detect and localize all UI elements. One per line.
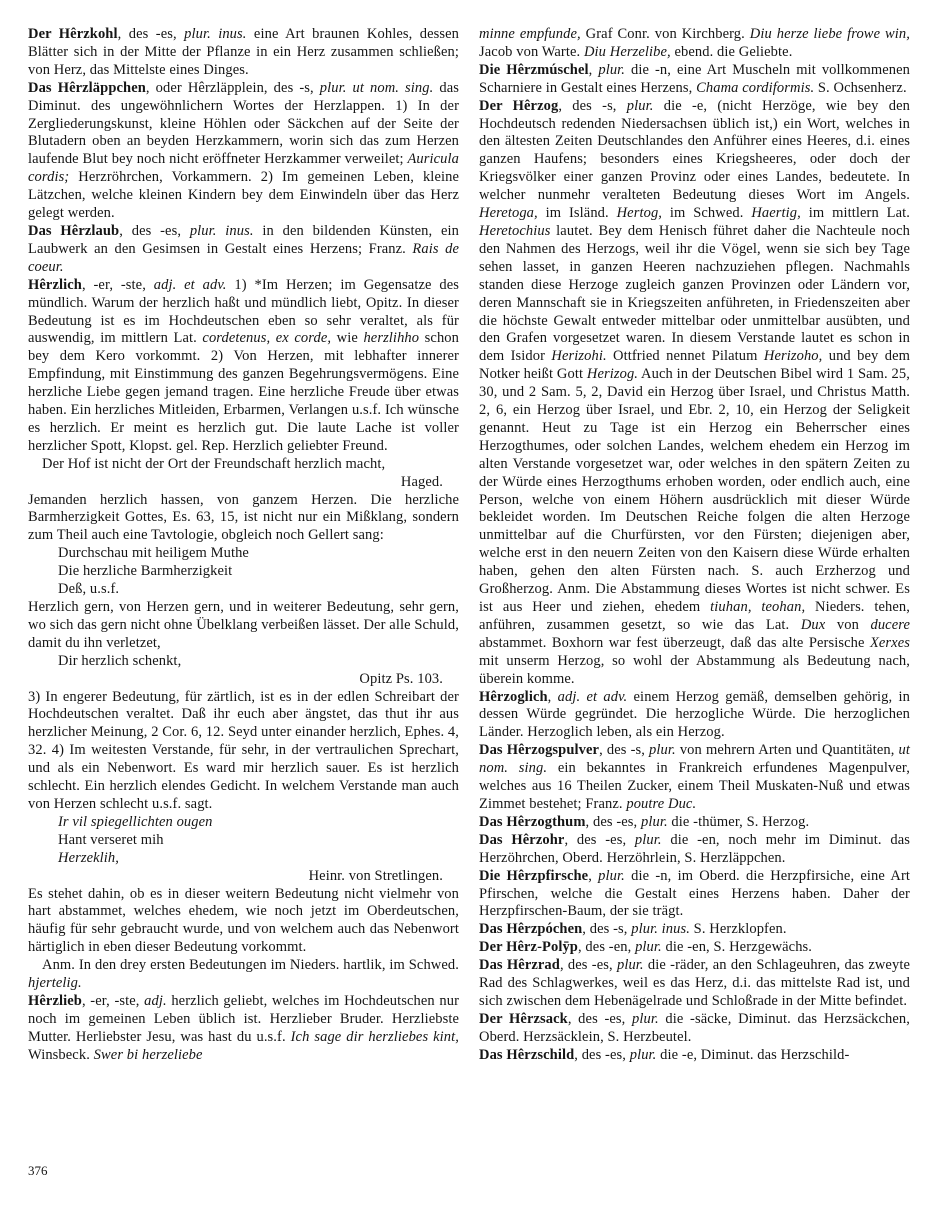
text-run: plur. <box>640 813 668 830</box>
paragraph <box>28 886 459 958</box>
dictionary-entry <box>28 80 459 223</box>
text-run: plur. ut nom. sing. <box>319 79 434 96</box>
text-run: Anm. In den drey ersten Bedeutungen im Nieders. hartlik, im Schwed. <box>42 957 459 974</box>
paragraph <box>28 581 459 599</box>
headword: Das Hêrzlaub <box>28 222 120 239</box>
text-run: Durchschau mit heiligem Muthe <box>58 545 249 562</box>
text-run: plur. inus. <box>631 921 690 938</box>
text-run: Haertig, <box>751 205 801 222</box>
paragraph <box>28 545 459 563</box>
text-run: Heinr. von Stretlingen. <box>308 867 443 884</box>
headword: Hêrzlich <box>28 276 82 293</box>
text-run: plur. <box>632 1010 659 1027</box>
text-run: plur. <box>635 939 662 956</box>
text-run: 1) *Im Herzen; im Gegensatze des mündlich. Warum der herzlich haßt und mündlich liebt, Opitz. In dieser Bedeutung ist es im Hochdeutschen eben so sehr veraltet, als für auswendig, im mittlern Lat. <box>28 276 459 347</box>
text-run: Herizohi. <box>551 348 607 365</box>
text-run: , oder Hêrzläpplein, des -s, <box>145 79 320 96</box>
text-run: Diu Herzelibe, <box>583 43 671 60</box>
text-run: Winsbeck. <box>28 1046 94 1063</box>
text-run: Heretochius <box>479 222 551 239</box>
text-run: Dir herzlich schenkt, <box>58 652 182 669</box>
paragraph <box>28 689 459 814</box>
text-run: das Diminut. des ungewöhnlichern Wortes der Herzlappen. 1) In der Zergliederungskunst, kleine Höhlen oder Säckchen auf der Seite der Blutadern oben an beyden Herzkammern, worin sich das zum Herzen laufende Blut bey noch nicht eröffneter Herzkammer verweilet; <box>28 79 459 168</box>
headword: Der Hêrzkohl <box>28 26 118 42</box>
paragraph <box>479 26 910 62</box>
text-run: adj. et adv. <box>153 276 227 293</box>
text-run: , des -s, <box>558 97 627 114</box>
text-run: im mittlern Lat. <box>800 205 910 222</box>
text-run: Rais de coeur. <box>28 240 459 275</box>
text-run: Hertog, <box>616 205 663 222</box>
paragraph <box>28 474 459 492</box>
text-run: Es stehet dahin, ob es in dieser weitern Bedeutung nicht vielmehr von hart abstammet, welches ehedem, wie noch jetzt im Oberdeutschen, häufig für sehr gebraucht wurde, und von welchem auch das Nebenwort härtiglich in eben dieser Bedeutung vorkommt. <box>28 885 459 956</box>
text-run: plur. inus. <box>184 26 247 42</box>
text-run: tiuhan, teohan, <box>710 599 806 615</box>
text-run: die -e, Diminut. das Herzschild- <box>656 1046 850 1063</box>
paragraph <box>28 653 459 671</box>
text-run: Deß, u.s.f. <box>58 581 120 598</box>
text-run: die -en, S. Herzgewächs. <box>661 939 813 956</box>
dictionary-entry <box>479 868 910 922</box>
text-run: einem Herzog gemäß, demselben gehörig, in dessen Würde gegründet. Die herzogliche Würde. Die herzoglichen Länder. Herzoglich leben, als ein Herzog. <box>479 688 910 741</box>
text-run: Swer bi herzeliebe <box>93 1046 203 1063</box>
text-run: Auricula cordis; <box>28 151 459 186</box>
text-run: plur. <box>598 867 625 884</box>
text-run: , <box>547 688 558 705</box>
headword: Das Hêrzohr <box>479 831 565 848</box>
text-run: die -e, (nicht Herzöge, wie bey den Hochdeutsch redenden Niedersachsen üblich ist,) ein Wort, welches in den ältesten Zeiten Deutschlandes den Anführer eines Heeres, d.i. eines ganzen Haufens; besonders eines Kriegsheeres, oder doch der Kriegsvölker einer ganzen Provinz oder eines Landes, bedeutete. In welcher nunmehr veralteten Bedeutung dieses Wort im Angels. <box>479 97 910 204</box>
paragraph <box>28 671 459 689</box>
paragraph <box>28 492 459 546</box>
text-run: plur. inus. <box>189 222 254 239</box>
text-run: ducere <box>870 616 910 633</box>
text-run: Xerxes <box>869 634 910 651</box>
headword: Die Hêrzmúschel <box>479 61 589 78</box>
text-run: Herzeklih, <box>58 849 119 866</box>
text-run: , des -es, <box>119 222 190 239</box>
dictionary-entry <box>479 921 910 939</box>
headword: Das Hêrzogspulver <box>479 742 600 759</box>
text-run: plur. <box>629 1046 657 1063</box>
text-run: Graf Conr. von Kirchberg. <box>580 26 750 42</box>
text-run: im Schwed. <box>662 205 752 222</box>
text-run: im Isländ. <box>537 205 617 222</box>
text-run: adj. et adv. <box>557 688 628 705</box>
text-run: herzlihho <box>363 330 420 347</box>
text-run: Der Hof ist nicht der Ort der Freundschaft herzlich macht, <box>42 455 386 472</box>
text-run: , <box>588 867 599 884</box>
text-run: die -säcke, Diminut. das Herzsäckchen, Oberd. Herzsäcklein, S. Herzbeutel. <box>479 1010 910 1045</box>
text-run: Diu herze liebe frowe win, <box>749 26 910 42</box>
headword: Der Hêrz-Polȳp <box>479 939 578 956</box>
text-run: Herzröhrchen, Vorkammern. 2) Im gemeinen Leben, kleine Lätzchen, welche kleinen Kindern bey dem Einwindeln über das Herz gelegt werden. <box>28 169 459 222</box>
text-run: , -er, -ste, <box>81 992 145 1009</box>
text-columns <box>28 26 910 1065</box>
text-run: wie <box>331 330 364 347</box>
text-run: eine Art braunen Kohles, dessen Blätter sich in der Mitte der Pflanze in ein Herz zusammen schließen; von Herz, das Mittelste eines Dinges. <box>28 26 459 78</box>
text-run: plur. <box>634 831 662 848</box>
text-run: hjertelig. <box>28 975 82 992</box>
text-run: Nieders. tehen, anführen, zusammen gesetzt, so wie das Lat. <box>479 599 910 633</box>
paragraph <box>28 456 459 474</box>
text-run: in den bildenden Künsten, ein Laubwerk an den Gesimsen in Gestalt eines Herzens; Franz. <box>28 222 459 257</box>
text-run: Die herzliche Barmherzigkeit <box>58 563 233 580</box>
dictionary-entry <box>28 277 459 456</box>
text-run: , des -s, <box>599 742 650 759</box>
text-run: Dux <box>800 616 826 633</box>
headword: Das Hêrzläppchen <box>28 79 146 96</box>
text-run: , des -es, <box>559 957 617 974</box>
text-run: ein bekanntes in Frankreich erfundenes Magenpulver, welches aus 16 Theilen Zucker, einem Theil Muskaten-Nuß und etwas Zimmet bestehet; Franz. <box>479 760 910 812</box>
text-run: Heretoga, <box>479 205 538 222</box>
text-run: , <box>588 61 599 78</box>
paragraph <box>28 814 459 832</box>
paragraph <box>28 868 459 886</box>
text-run: , des -es, <box>117 26 185 42</box>
text-run: Ottfried nennet Pilatum <box>606 348 764 365</box>
text-run: herzlich geliebt, welches im Hochdeutschen nur noch im gemeinen Leben üblich ist. Herzlieber Bruder. Herzliebste Mutter. Herliebster Jesu, was hast du u.s.f. <box>28 992 460 1045</box>
text-run: die -räder, an den Schlageuhren, das zweyte Rad des Schlagwerkes, weil es das Herz, d.i. das mittelste Rad ist, und sich zwischen dem Hebenägelrade und Schloßrade in der Mitte befindet. <box>479 957 910 1009</box>
dictionary-entry <box>479 957 910 1011</box>
text-run: Opitz Ps. 103. <box>359 670 443 687</box>
text-run: Auch in der Deutschen Bibel wird 1 Sam. 25, 30, und 2 Sam. 5, 2, David ein Herzog über Israel, und Christus Matth. 2, 6, ein Herzog über Israel, und Ebr. 2, 10, ein Herzog der Seligkeit genannt. Heut zu Tage ist ein Herzog ein Beherrscher eines Herzogthumes, oder solchen Landes, welchem ehedem ein Herzog im alten Verstande vorgesetzet war, oder welches in den spätern Zeiten zu der Würde eines Herzogthums erhoben worden, oder endlich auch, eine Person, welche von einem Höhern ausdrücklich mit dieser Würde bekleidet worden. Im Deutschen Reiche folgen die alten Herzoge unmittelbar auf die Churfürsten, vor den Fürsten; diejenigen aber, welche erst in den neuern Zeiten von den Kaisern diese Würde erhalten haben, gehen den alten Fürsten nach. S. auch Erzherzog und Großherzog. Anm. Die Abstammung dieses Wortes ist nicht schwer. Es ist aus Heer und ziehen, ehedem <box>479 366 910 615</box>
paragraph <box>28 850 459 868</box>
text-run: plur. <box>598 61 626 78</box>
dictionary-entry <box>479 814 910 832</box>
dictionary-entry <box>479 689 910 743</box>
text-run: und bey dem Notker heißt Gott <box>479 348 910 383</box>
headword: Das Hêrzpóchen <box>479 921 583 938</box>
text-run: plur. <box>626 97 654 114</box>
text-run: , des -es, <box>567 1010 633 1027</box>
text-run: Haged. <box>400 473 443 490</box>
text-run: S. Ochsenherz. <box>814 79 907 96</box>
text-run: Herizog. <box>586 366 639 383</box>
text-run: , des -es, <box>574 1046 630 1063</box>
text-run: abstammet. Boxhorn war fest überzeugt, daß das alte Persische <box>479 634 870 651</box>
text-run: , des -s, <box>582 921 632 938</box>
text-run: lautet. Bey dem Henisch führet daher die Nachteule noch den Nahmen des Herzogs, weil ihr die Vögel, wenn sie sich bey Tage sehen lasset, in ganzen Heeren nachzuziehen pflegen. Nachmahls standen diese Herzoge zugleich ganzen Provinzen oder Ländern vor, deren Mannschaft sie in Kriegszeiten anführeten, in Friedenszeiten aber die höchste Gewalt entweder mittelbar oder unmittelbar ausübten, und den Grafen vorgesetzet waren. In diesem Verstande lautet es schon in dem Isidor <box>479 222 910 365</box>
left-column <box>28 26 459 1065</box>
text-run: S. Herzklopfen. <box>689 921 787 938</box>
text-run: von mehrern Arten und Quantitäten, <box>675 742 899 759</box>
text-run: , des -es, <box>585 813 641 830</box>
paragraph <box>28 957 459 993</box>
dictionary-entry <box>479 62 910 98</box>
text-run: die -en, noch mehr im Diminut. das Herzöhrchen, Oberd. Herzöhrlein, S. Herzläppchen. <box>479 831 910 866</box>
headword: Hêrzlieb <box>28 992 82 1009</box>
dictionary-entry <box>479 742 910 814</box>
text-run: die -n, im Oberd. die Herzpfirsiche, eine Art Pfirschen, welche die Gestalt eines Herzens haben. Daher der Herzpfirschen-Baum, der sie trägt. <box>479 867 911 920</box>
text-run: Jemanden herzlich hassen, von ganzem Herzen. Die herzliche Barmherzigkeit Gottes, Es. 63, 15, ist nicht nur ein Mißklang, sondern zum Theil auch eine Tavtologie, obgleich noch Gellert sang: <box>28 491 459 544</box>
headword: Der Hêrzog <box>479 97 559 114</box>
text-run: ut nom. sing. <box>479 742 910 777</box>
headword: Das Hêrzogthum <box>479 813 586 830</box>
text-run: minne empfunde, <box>479 26 581 42</box>
text-run: , des -es, <box>564 831 635 848</box>
dictionary-entry <box>479 1047 910 1065</box>
dictionary-entry <box>479 939 910 957</box>
text-run: 3) In engerer Bedeutung, für zärtlich, ist es in der edlen Schreibart der Hochdeutschen veraltet. Daß ihr euch aber ängstet, das thut ihr aus herzlicher Meinung, 2 Cor. 6, 12. Seyd unter einander herzlich, Ephes. 4, 32. 4) Im weitesten Verstande, für sehr, in der vertraulichen Sprechart, und als ein Nebenwort. Es ward mir herzlich sauer. Es ist herzlich schlecht. Ein herzlich elendes Gedicht. In welchem Verstande man auch von Herzen schlecht u.s.f. sagt. <box>28 688 459 812</box>
text-run: Ir vil spiegellichten ougen <box>58 813 213 830</box>
paragraph <box>28 563 459 581</box>
text-run: Ich sage dir herzliebes kint, <box>290 1028 459 1045</box>
dictionary-entry <box>28 26 459 80</box>
headword: Hêrzoglich <box>479 688 548 705</box>
page-number: 376 <box>28 1163 48 1178</box>
text-run: adj. <box>144 992 167 1009</box>
text-run: Chama cordiformis. <box>696 79 815 96</box>
dictionary-entry <box>479 98 910 689</box>
headword: Das Hêrzrad <box>479 957 560 974</box>
text-run: cordetenus, ex corde, <box>202 330 332 347</box>
dictionary-entry <box>479 1011 910 1047</box>
dictionary-entry <box>479 832 910 868</box>
text-run: plur. <box>649 742 676 759</box>
text-run: die -thümer, S. Herzog. <box>667 813 810 830</box>
headword: Das Hêrzschild <box>479 1046 575 1063</box>
text-run: plur. <box>616 957 644 974</box>
text-run: von <box>825 616 871 633</box>
text-run: mit unserm Herzog, so wohl der Abstammung als Bedeutung nach, überein komme. <box>479 652 910 687</box>
paragraph <box>28 599 459 653</box>
headword: Der Hêrzsack <box>479 1010 568 1027</box>
text-run: , des -en, <box>577 939 636 956</box>
text-run: schon bey dem Kero vorkommt. 2) Von Herzen, mit lebhafter innerer Empfindung, mit Einstimmung des ganzen Begehrungsvermögens. Eine herzliche Liebe gegen jemand tragen. Eine herzliche Freude über etwas haben. Ein herzliches Mitleiden, Erbarmen, Verlangen u.s.f. Ich wünsche es herzlich. Er meint es herzlich gut. Die laute Lache ist voller herzlicher Spott, Klopst. gel. Rep. Herzlich geliebter Freund. <box>28 330 460 454</box>
text-run: poutre Duc. <box>626 795 697 812</box>
text-run: Herzlich gern, von Herzen gern, und in weiterer Bedeutung, sehr gern, wo sich das gern nicht ohne Übelklang verbeißen lässet. Der alle Schuld, damit du ihn verletzet, <box>28 599 459 651</box>
text-run: Herizoho, <box>763 348 823 365</box>
paragraph <box>28 832 459 850</box>
text-run: die -n, eine Art Muscheln mit vollkommenen Scharniere in Gestalt eines Herzens, <box>479 61 911 96</box>
dictionary-entry <box>28 993 459 1065</box>
right-column <box>479 26 910 1065</box>
text-run: Hant verseret mih <box>58 831 164 848</box>
text-run: , -er, -ste, <box>81 276 154 293</box>
dictionary-entry <box>28 223 459 277</box>
text-run: Jacob von Warte. <box>479 43 584 60</box>
headword: Die Hêrzpfirsche <box>479 867 589 884</box>
text-run: ebend. die Geliebte. <box>670 43 793 60</box>
